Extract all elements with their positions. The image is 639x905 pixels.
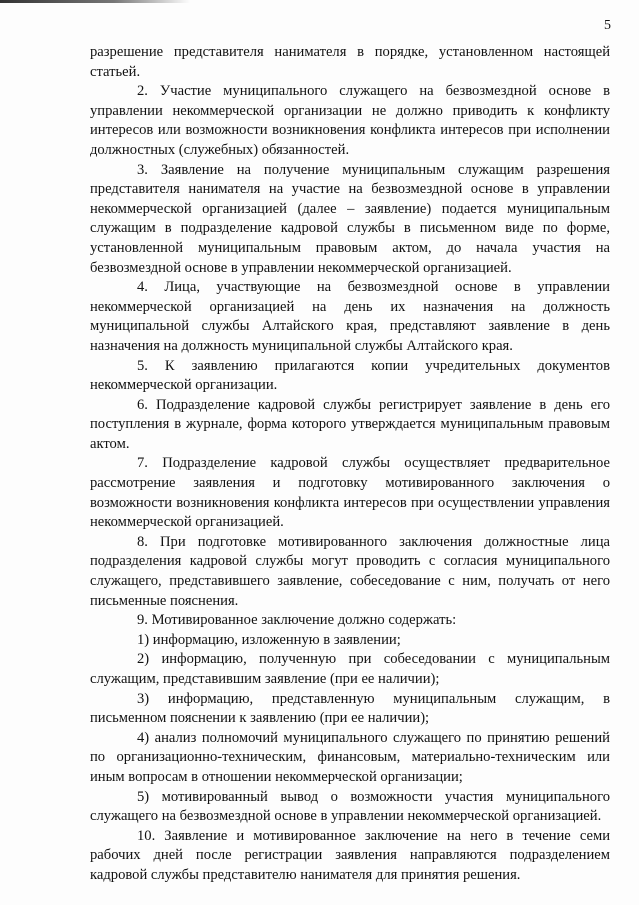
list-item-5: 5) мотивированный вывод о возможности участия муниципального служащего на безвозмездной основе в управлении некоммерческой организацией. [90,788,610,825]
list-item-2: 2) информацию, полученную при собеседовании с муниципальным служащим, представившим заявление (при ее наличии); [90,651,610,687]
page-number: 5 [604,18,611,33]
paragraph-5: 5. К заявлению прилагаются копии учредительных документов некоммерческой организации. [90,357,610,394]
paragraph-3: 3. Заявление на получение муниципальным служащим разрешения представителя нанимателя на участие на безвозмездной основе в управлении некоммерческой организацией (далее – заявление) подается муниципальным служащим в подразделение кадровой службы в письменном виде по форме, установленной муниципальным правовым актом, до начала участия на безвозмездной основе в управлении некоммерческой организацией. [90,161,610,276]
scan-edge-shadow [0,0,190,3]
paragraph-6: 6. Подразделение кадровой службы регистрирует заявление в день его поступления в журнале, форма которого утверждается муниципальным правовым актом. [90,396,610,452]
paragraph-2: 2. Участие муниципального служащего на безвозмездной основе в управлении некоммерческой организации не должно приводить к конфликту интересов или возможности возникновения конфликта интересов при исполнении должностных (служебных) обязанностей. [90,83,610,158]
list-item-3: 3) информацию, представленную муниципальным служащим, в письменном пояснении к заявлению (при ее наличии); [90,690,610,727]
document-body [90,43,610,886]
paragraph-9: 9. Мотивированное заключение должно содержать: [137,612,457,629]
list-item-4: 4) анализ полномочий муниципального служащего по принятию решений по организационно-техническим, финансовым, материально-техническим или иным вопросам в отношении некоммерческой организации; [90,729,610,785]
paragraph-8: 8. При подготовке мотивированного заключения должностные лица подразделения кадровой службы могут проводить с согласия муниципального служащего, представившего заявление, собеседование с ним, получать от него письменные пояснения. [90,533,610,609]
paragraph-7: 7. Подразделение кадровой службы осуществляет предварительное рассмотрение заявления и подготовку мотивированного заключения о возможности возникновения конфликта интересов при осуществлении управления некоммерческой организацией. [90,455,610,531]
paragraph-continuation: разрешение представителя нанимателя в порядке, установленном настоящей статьей. [90,44,610,80]
paragraph-10: 10. Заявление и мотивированное заключение на него в течение семи рабочих дней после регистрации заявления направляются подразделением кадровой службы представителю нанимателя для принятия решения. [90,827,610,883]
paragraph-4: 4. Лица, участвующие на безвозмездной основе в управлении некоммерческой организацией на день их назначения на должность муниципальной службы Алтайского края, представляют заявление в день назначения на должность муниципальной службы Алтайского края. [90,279,610,354]
list-item-1: 1) информацию, изложенную в заявлении; [137,631,401,648]
